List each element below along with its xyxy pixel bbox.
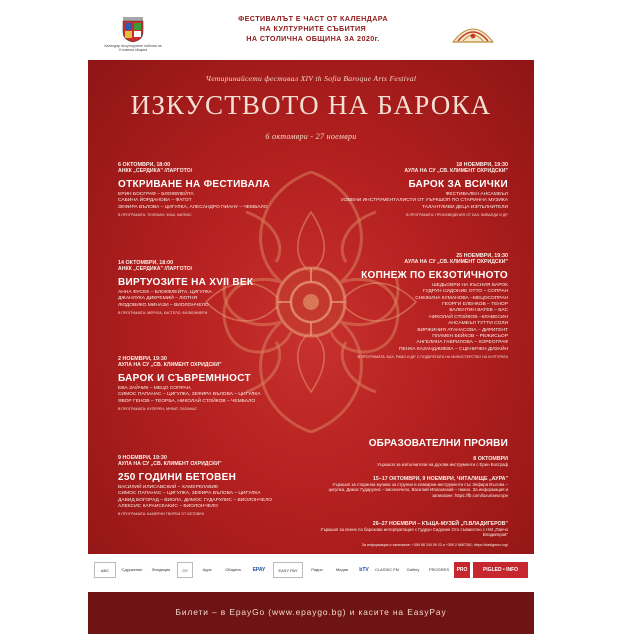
event-date: 14 ОКТОМВРИ, 18:00 bbox=[118, 260, 174, 266]
calendar-notice bbox=[238, 14, 388, 44]
event-performer: ФЕСТИВАЛЕН АНСАМБЪЛ bbox=[445, 191, 508, 197]
festival-dates: 6 октомври - 27 ноември bbox=[265, 132, 357, 141]
education-title: ОБРАЗОВАТЕЛНИ ПРОЯВИ bbox=[368, 438, 508, 449]
event-baroque-modernity bbox=[118, 356, 303, 411]
sponsor-logo: bTV bbox=[359, 567, 369, 573]
sponsor-logo: CLASSIC FM bbox=[375, 567, 399, 572]
event-date: 25 НОЕМВРИ, 19:30 bbox=[456, 253, 508, 259]
education-item-head: 8 ОКТОМВРИ bbox=[473, 456, 508, 462]
event-program: В ПРОГРАМАТА: КУПЕРЕН, МУФАТ, ПАПАНАС bbox=[118, 407, 198, 412]
sponsor-logo: Медия bbox=[335, 567, 349, 572]
education-item bbox=[318, 456, 508, 467]
event-venue: АУЛА НА СУ „СВ. КЛИМЕНТ ОХРИДСКИ" bbox=[404, 259, 508, 266]
festival-poster bbox=[88, 8, 534, 634]
sponsor-logo: ABC bbox=[94, 562, 116, 578]
event-program: В ПРОГРАМАТА: КАМЕРНИ ТВОРБИ ОТ БЕТОВЕН bbox=[118, 512, 205, 517]
event-performer: АННА ФУСЕК – БЛОКФЛЕЙТА, ЦИГУЛКА bbox=[118, 289, 212, 295]
sponsor-logo: СУ bbox=[177, 562, 193, 578]
calendar-notice-line: НА КУЛТУРНИТЕ СЪБИТИЯ bbox=[259, 24, 367, 33]
education-contact-info: За информация и записване: +359 88 240 59 23 и +359 2 8687381; https://vladigerov.org/ bbox=[361, 543, 508, 547]
event-title: БАРОК ЗА ВСИЧКИ bbox=[408, 178, 508, 190]
event-virtuosi bbox=[118, 260, 303, 315]
event-date: 2 НОЕМВРИ, 19:30 bbox=[118, 356, 167, 362]
event-performer: ЛЮДОВИКО МИНАЗИ – ВИОЛОНЧЕЛО bbox=[118, 302, 209, 308]
sofia-coat-of-arms-icon bbox=[118, 14, 148, 44]
event-program: В ПРОГРАМАТА: МЕРУЛА, КАСТЕЛО, ФАЛКОНИЕРИ bbox=[118, 311, 208, 316]
sponsor-logo: PRO bbox=[454, 562, 470, 578]
event-performer: ШЕДЬОВРИ НА КЪСНИЯ БАРОК bbox=[432, 282, 508, 288]
event-venue: АУЛА НА СУ „СВ. КЛИМЕНТ ОХРИДСКИ" bbox=[118, 362, 222, 369]
event-program: В ПРОГРАМАТА: ТЕЛЕМАН, ФАШ, МАТЕИС bbox=[118, 213, 192, 218]
sponsor-logos-strip bbox=[88, 554, 534, 592]
sponsor-logo: Фондация bbox=[151, 567, 171, 572]
event-longing-for-exotic bbox=[318, 253, 508, 360]
event-performer: ЕРИН БОСГРАФ – БЛОКФЛЕЙТА bbox=[118, 191, 194, 197]
event-program: В ПРОГРАМАТА: ПРОИЗВЕДЕНИЯ ОТ БАХ, ВИВАЛДИ И ДР. bbox=[406, 213, 508, 218]
education-item-text: Уъркшоп за пеене по барокова интерпретация с Гудрун Сидоние Ото съвместно с НМ „Панчо Владигеров" bbox=[320, 527, 508, 538]
event-program: В ПРОГРАМАТА: БАХ, РАМО И ДР. С ПОДКРЕПАТА НА МИНИСТЕРСТВО НА КУЛТУРАТА bbox=[357, 355, 508, 360]
calendar-notice-line: ФЕСТИВАЛЪТ Е ЧАСТ ОТ КАЛЕНДАРА bbox=[238, 14, 388, 23]
event-venue: АУЛА НА СУ „СВ. КЛИМЕНТ ОХРИДСКИ" bbox=[404, 168, 508, 175]
event-performer: АНГЕЛИНА ГАВРИЛОВА – ХОРЕОГРАФ bbox=[416, 340, 508, 346]
event-performer: СИМОС ПАПАНАС – ЦИГУЛКА, ЗЕФИРА ВЪЛОВА – ЦИГУЛКА bbox=[118, 392, 261, 398]
event-performer: ГУДРУН СИДОНИЕ ОТТО – СОПРАН bbox=[422, 289, 508, 295]
tickets-info: Билети – в EpayGo (www.epaygo.bg) и касите на EasyPay bbox=[175, 607, 447, 617]
event-performer: САБИНА ЙОРДАНОВА – ФАГОТ bbox=[118, 198, 192, 204]
education-item-text: Уъркшоп за старинна музика за струнни и клавирни инструменти със Зефира Вълова – цигулка, Димос Гударулис – виолончело, Василий Илисавский – пиано. За информация и записване: https://fb.com/luxuriaeurope bbox=[328, 482, 508, 498]
festival-subtitle: Четиринайсети фестивал XIV th Sofia Baroque Arts Festival bbox=[205, 74, 417, 83]
event-performer: ЕВА ЗАЙЧИК – МЕЦО СОПРАН, bbox=[118, 385, 192, 391]
event-performer: НИКОЛАЙ СТОЙКОВ –КЛАВЕСИН bbox=[429, 314, 508, 320]
event-performer: ДЖАНЛУКА ДИКРЕМИЙ – ЛЮТНЯ bbox=[118, 296, 198, 302]
event-performer: ЯВОР ГЕНОВ – ТЕОРБА, НИКОЛАЙ СТОЙКОВ – ЧЕМБАЛО bbox=[118, 398, 256, 404]
event-title: 250 ГОДИНИ БЕТОВЕН bbox=[118, 471, 237, 483]
event-title: ОТКРИВАНЕ НА ФЕСТИВАЛА bbox=[118, 178, 271, 190]
event-performer: АНСАМБЪЛ ТУТТИ СОЛИ bbox=[448, 321, 508, 327]
event-performer: АЛЕКСИС КАРАИСКАКИС – ВИОЛОНЧЕЛО bbox=[118, 504, 218, 510]
event-performer: ИЗВЕНИ ИНСТРУМЕНТАЛИСТИ ОТ УЪРКШОП ПО СТАРИННА МУЗИКА bbox=[341, 198, 508, 204]
education-item-head: 15–17 ОКТОМВРИ, 9 НОЕМВРИ, ЧИТАЛИЩЕ „АУРА" bbox=[372, 476, 508, 482]
event-title: ВИРТУОЗИТЕ НА XVII ВЕК bbox=[118, 276, 254, 288]
red-program-area bbox=[88, 60, 534, 554]
event-performer: ПЕНКА КАЗАНДЖИЕВА – СЦЕНИЧЕН ДИЗАЙН bbox=[399, 346, 508, 352]
sponsor-logo: Радио bbox=[311, 567, 323, 572]
sponsor-logo: EPAY bbox=[252, 567, 266, 573]
sponsor-logo: PIGLED • INFO bbox=[473, 562, 528, 578]
event-venue: АУЛА НА СУ „СВ. КЛИМЕНТ ОХРИДСКИ" bbox=[118, 461, 222, 468]
event-title: КОПНЕЖ ПО ЕКЗОТИЧНОТО bbox=[361, 269, 508, 281]
event-performer: ВАСИЛИЙ ИЛИСАВСКИЙ – ХАМЕРКЛАВИЕ bbox=[118, 484, 219, 490]
event-title: БАРОК И СЪВРЕМННОСТ bbox=[118, 372, 251, 384]
event-performer: ГЕОРГИ ЕЛЕНКОВ – ТЕНОР bbox=[442, 302, 508, 308]
education-item-head: 26–27 НОЕМВРИ – КЪЩА-МУЗЕЙ „П.ВЛАДИГЕРОВ" bbox=[372, 521, 508, 527]
event-date: 9 НОЕМВРИ, 19:30 bbox=[118, 455, 167, 461]
event-performer: СНЕЖИНА КУМАНОВА –МЕЦОСОПРАН bbox=[415, 295, 508, 301]
event-performer: ТАЛАНТЛИВИ ДЕЦА-ИЗПЪЛНИТЕЛИ bbox=[421, 204, 508, 210]
event-performer: ЗЕФИРА ВЪЛОВА – ЦИГУЛКА, АЛЕСАНДРО ПИАНУ – ЧЕМБАЛО bbox=[118, 204, 268, 210]
education-item bbox=[318, 476, 508, 498]
event-performer: ПЛАМЕН БЕЙКОВ – РЕЖИСЬОР bbox=[432, 334, 508, 340]
event-beethoven bbox=[118, 455, 303, 517]
event-performer: ДАВИД БОГОРАД – ВИОЛА, ДИМОС ГУДАРУЛИС – ВИОЛОНЧЕЛО bbox=[118, 497, 273, 503]
event-date: 6 ОКТОМВРИ, 18:00 bbox=[118, 162, 171, 168]
event-performer: ВАЛЕНТИН ВАТЕВ – БАС bbox=[449, 308, 508, 314]
sponsor-logo: Сдружение bbox=[121, 567, 143, 572]
sponsor-logo: EASY PAY bbox=[273, 562, 303, 578]
event-performer: СИМОС ПАПАНАС – ЦИГУЛКА, ЗЕФИРА ВЪЛОВА – ЦИГУЛКА bbox=[118, 491, 261, 497]
sponsor-logo: Gallery bbox=[406, 567, 420, 572]
event-date: 18 НОЕМВРИ, 19:30 bbox=[456, 162, 508, 168]
sponsor-logo: Аура bbox=[202, 567, 212, 572]
tickets-footer bbox=[88, 592, 534, 634]
crest-caption: Календар на културните събития на Столична община bbox=[104, 44, 162, 52]
sponsor-logo: PROGRES bbox=[428, 567, 449, 572]
calendar-notice-line: НА СТОЛИЧНА ОБЩИНА ЗА 2020г. bbox=[246, 34, 380, 43]
event-opening bbox=[118, 162, 303, 217]
event-performer: ВИРЖИНИЯ АТАНАСОВА – ДИРИГЕНТ bbox=[417, 327, 508, 333]
event-venue: АНКК „СЕРДИКА" /ЛАРГОТО/ bbox=[118, 168, 193, 175]
event-venue: АНКК „СЕРДИКА" /ЛАРГОТО/ bbox=[118, 266, 193, 273]
festival-title: ИЗКУСТВОТО НА БАРОКА bbox=[130, 90, 492, 120]
education-item-text: Уъркшоп за изпълнители на духови инструменти с Ерин Босграф bbox=[377, 462, 508, 468]
poster-header bbox=[88, 8, 534, 60]
event-baroque-for-all bbox=[318, 162, 508, 217]
festival-ornament-logo-icon bbox=[450, 20, 496, 46]
sponsor-logo: Община bbox=[225, 567, 241, 572]
education-item bbox=[318, 521, 508, 538]
